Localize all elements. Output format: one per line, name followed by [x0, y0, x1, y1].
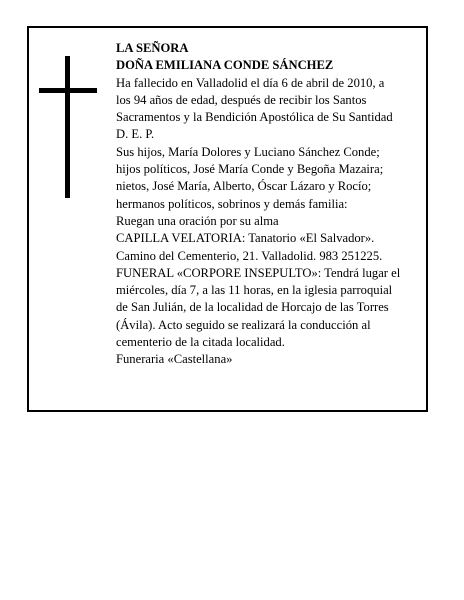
body-line: cementerio de la citada localidad.: [116, 335, 285, 350]
body-line: (Ávila). Acto seguido se realizará la conducción al: [116, 317, 371, 332]
body-line: de San Julián, de la localidad de Horcajo de las Torres: [116, 300, 389, 315]
body-line: Ruegan una oración por su alma: [116, 213, 279, 228]
cross-icon: [39, 56, 97, 198]
body-line: FUNERAL «CORPORE INSEPULTO»: Tendrá lugar el: [116, 265, 401, 280]
body-line: CAPILLA VELATORIA: Tanatorio «El Salvador».: [116, 231, 375, 246]
cross-horizontal-bar: [39, 88, 97, 93]
notice-text: [116, 40, 428, 369]
obituary-notice: [27, 26, 428, 412]
body-line: Sacramentos y la Bendición Apostólica de Su Santidad: [116, 110, 393, 125]
cross-vertical-bar: [65, 56, 70, 198]
body-line: Ha fallecido en Valladolid el día 6 de abril de 2010, a: [116, 75, 385, 90]
body-line: los 94 años de edad, después de recibir los Santos: [116, 92, 367, 107]
body-line: hermanos políticos, sobrinos y demás familia:: [116, 196, 348, 211]
body-line: hijos políticos, José María Conde y Begoña Mazaira;: [116, 162, 384, 177]
body-line: Camino del Cementerio, 21. Valladolid. 983 251225.: [116, 248, 383, 263]
deceased-name: DOÑA EMILIANA CONDE SÁNCHEZ: [116, 58, 334, 73]
title-line: LA SEÑORA: [116, 41, 189, 55]
body-line: Funeraria «Castellana»: [116, 352, 233, 367]
body-line: nietos, José María, Alberto, Óscar Lázaro y Rocío;: [116, 179, 372, 194]
body-line: Sus hijos, María Dolores y Luciano Sánchez Conde;: [116, 144, 380, 159]
body-line: miércoles, día 7, a las 11 horas, en la iglesia parroquial: [116, 283, 393, 298]
body-line: D. E. P.: [116, 127, 155, 142]
